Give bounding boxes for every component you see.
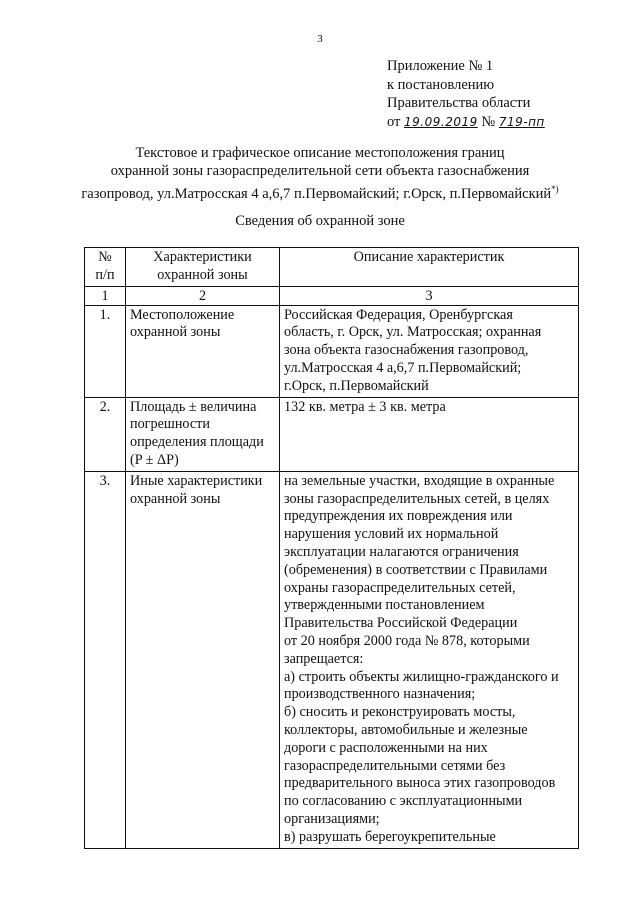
header-characteristic: Характеристики охранной зоны	[126, 248, 280, 287]
heading-line-2: охранной зоны газораспределительной сети объекта газоснабжения	[110, 163, 530, 179]
heading-line-3: газопровод, ул.Матросская 4 а,6,7 п.Первомайский; г.Орск, п.Первомайский*)	[81, 184, 559, 202]
table-header-row	[85, 248, 579, 287]
footnote-mark: *)	[551, 184, 559, 194]
row-characteristic: Иные характеристики охранной зоны	[126, 471, 280, 848]
index-cell-2: 2	[126, 286, 280, 305]
row-characteristic: Площадь ± величина погрешности определения площади (P ± ΔP)	[126, 397, 280, 471]
heading-line-1: Текстовое и графическое описание местоположения границ	[135, 145, 505, 161]
table-row	[85, 397, 579, 471]
row-number: 1.	[85, 305, 126, 397]
table-index-row	[85, 286, 579, 305]
appendix-date-line	[387, 113, 545, 132]
section-subtitle: Сведения об охранной зоне	[235, 213, 405, 229]
row-description: 132 кв. метра ± 3 кв. метра	[280, 397, 579, 471]
header-number: № п/п	[85, 248, 126, 287]
row-number: 2.	[85, 397, 126, 471]
row-description: на земельные участки, входящие в охранные зоны газораспределительных сетей, в целях предупреждения их повреждения или нарушения условий их нормальной эксплуатации налагаются ограничения (обременения) в соответствии с Правилами охраны газораспределительных сетей, утвержденными постановлением Правительства Российской Федерации от 20 ноября 2000 года № 878, которыми запрещается: а) строить объекты жилищно-гражданского и производственного назначения; б) сносить и реконструировать мосты, коллекторы, автомобильные и железные дороги с расположенными на них газораспределительными сетями без предварительного выноса этих газопроводов по согласованию с эксплуатационными организациями; в) разрушать берегоукрепительные	[280, 471, 579, 848]
zone-info-table	[84, 247, 579, 849]
appendix-block	[387, 57, 545, 131]
row-number: 3.	[85, 471, 126, 848]
appendix-title: Приложение № 1	[387, 58, 494, 74]
date-prefix: от	[387, 113, 401, 130]
index-cell-3: 3	[280, 286, 579, 305]
index-cell-1: 1	[85, 286, 126, 305]
appendix-line-government: Правительства области	[387, 95, 531, 111]
appendix-line-resolution: к постановлению	[387, 76, 495, 93]
handwritten-number: 719-пп	[498, 114, 545, 129]
handwritten-date: 19.09.2019	[404, 114, 478, 129]
header-description: Описание характеристик	[280, 248, 579, 287]
table-row	[85, 471, 579, 848]
document-heading	[60, 144, 580, 203]
row-description: Российская Федерация, Оренбургская область, г. Орск, ул. Матросская; охранная зона объекта газоснабжения газопровод, ул.Матросская 4 а,6,7 п.Первомайский; г.Орск, п.Первомайский	[280, 305, 579, 397]
table-row	[85, 305, 579, 397]
row-characteristic: Местоположение охранной зоны	[126, 305, 280, 397]
number-prefix: №	[481, 113, 496, 130]
page-number: 3	[317, 33, 323, 45]
